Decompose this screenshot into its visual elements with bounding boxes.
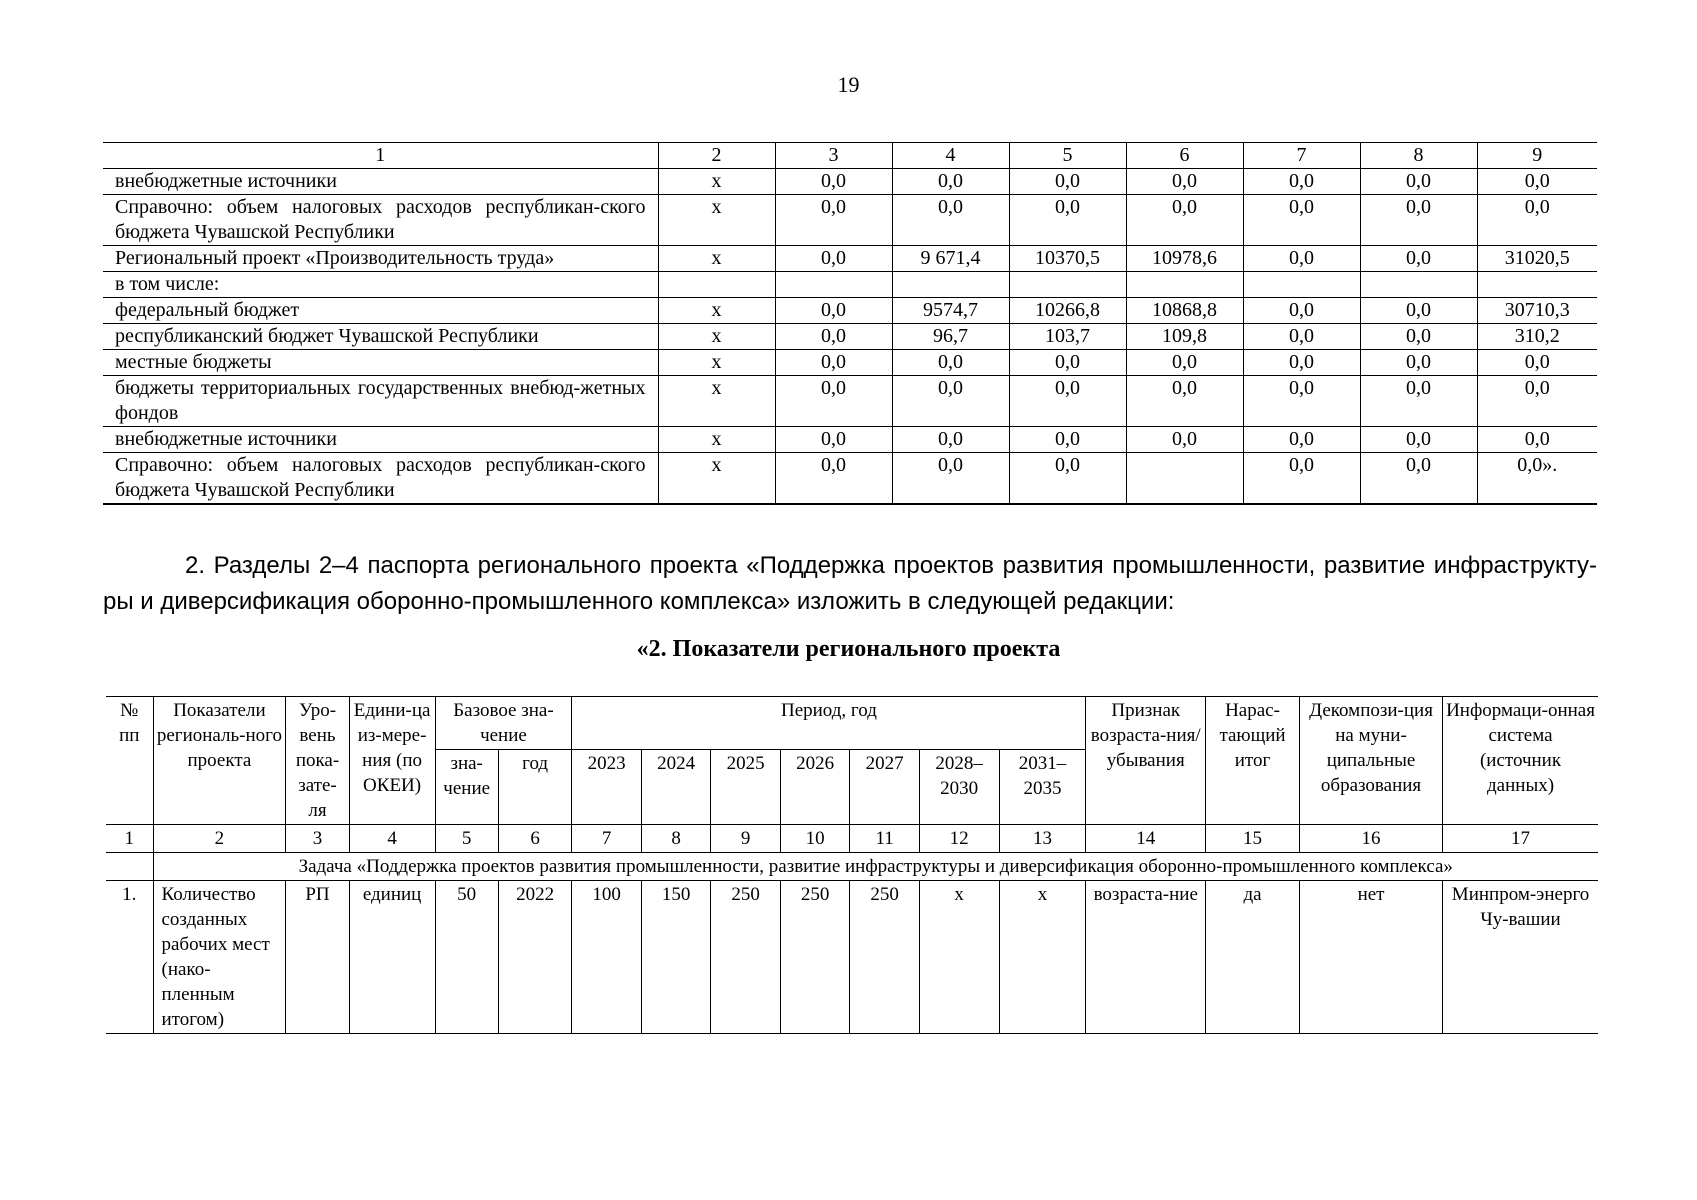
column-number: 6: [1126, 143, 1243, 169]
row-value: 31020,5: [1477, 246, 1597, 272]
row-value: 0,0: [1477, 376, 1597, 427]
row-label: Региональный проект «Производительность труда»: [103, 246, 658, 272]
row-value: 0,0: [892, 350, 1009, 376]
table-row: [103, 324, 1597, 350]
row-year-value: 250: [850, 881, 919, 1034]
year-header: 2024: [641, 750, 710, 825]
row-value: 0,0: [1009, 427, 1126, 453]
row-year-value: 100: [572, 881, 641, 1034]
row-value: 0,0: [1243, 350, 1360, 376]
row-label: республиканский бюджет Чувашской Республики: [103, 324, 658, 350]
column-number: 7: [1243, 143, 1360, 169]
row-value: 0,0: [892, 195, 1009, 246]
row-value: [658, 272, 775, 298]
row-value: 0,0: [1126, 376, 1243, 427]
column-number: 8: [1360, 143, 1477, 169]
column-number: 5: [435, 825, 498, 853]
year-header: 2023: [572, 750, 641, 825]
col-sign-header: Признак возраста-ния/ убывания: [1086, 697, 1206, 825]
row-value: 0,0: [775, 169, 892, 195]
row-value: 0,0: [1360, 169, 1477, 195]
row-base-year: 2022: [498, 881, 572, 1034]
row-label: внебюджетные источники: [103, 427, 658, 453]
row-value: 0,0: [1009, 453, 1126, 505]
row-year-value: 150: [641, 881, 710, 1034]
row-value: [1477, 272, 1597, 298]
col-decomp-header: Декомпози-ция на муни-ципальные образования: [1300, 697, 1443, 825]
row-value: 9 671,4: [892, 246, 1009, 272]
row-value: 310,2: [1477, 324, 1597, 350]
row-value: [1009, 272, 1126, 298]
row-value: 0,0: [1126, 427, 1243, 453]
row-value: [1126, 453, 1243, 505]
year-header: 2025: [711, 750, 780, 825]
row-value: x: [658, 427, 775, 453]
column-number: 8: [641, 825, 710, 853]
row-label: федеральный бюджет: [103, 298, 658, 324]
col-infosys-header: Информаци-онная система (источник данных): [1443, 697, 1598, 825]
row-value: 0,0: [1360, 427, 1477, 453]
column-numbers-row: [106, 825, 1598, 853]
row-value: 0,0: [1360, 350, 1477, 376]
header-row-1: [106, 697, 1598, 750]
column-number: 1: [103, 143, 658, 169]
col-unit-header: Едини-ца из-мере-ния (по ОКЕИ): [349, 697, 435, 825]
column-number: 13: [999, 825, 1086, 853]
row-label: внебюджетные источники: [103, 169, 658, 195]
row-value: 0,0: [1243, 324, 1360, 350]
row-value: x: [658, 169, 775, 195]
column-number: 9: [1477, 143, 1597, 169]
row-value: 0,0: [1009, 350, 1126, 376]
table-row: [103, 169, 1597, 195]
row-value: 0,0: [1477, 427, 1597, 453]
row-value: 30710,3: [1477, 298, 1597, 324]
year-header: 2031–2035: [999, 750, 1086, 825]
column-number: 17: [1443, 825, 1598, 853]
row-num: 1.: [106, 881, 153, 1034]
col-indicator-header: Показатели региональ-ного проекта: [153, 697, 286, 825]
row-value: 0,0: [1243, 246, 1360, 272]
row-value: 0,0: [1360, 453, 1477, 505]
row-value: 9574,7: [892, 298, 1009, 324]
row-value: x: [658, 453, 775, 505]
table-row: [106, 881, 1598, 1034]
row-value: 10266,8: [1009, 298, 1126, 324]
row-value: 0,0: [775, 246, 892, 272]
column-number: 10: [780, 825, 849, 853]
row-value: 10370,5: [1009, 246, 1126, 272]
column-number: 14: [1086, 825, 1206, 853]
row-value: 109,8: [1126, 324, 1243, 350]
col-base-value-header: зна-чение: [435, 750, 498, 825]
row-value: x: [658, 376, 775, 427]
row-value: 0,0».: [1477, 453, 1597, 505]
row-label: Справочно: объем налоговых расходов республикан-ского бюджета Чувашской Республики: [103, 453, 658, 505]
table-row: [103, 195, 1597, 246]
column-number: 16: [1300, 825, 1443, 853]
row-value: [892, 272, 1009, 298]
table-row: [103, 453, 1597, 505]
column-number: 12: [919, 825, 999, 853]
col-base-year-header: год: [498, 750, 572, 825]
table-row: [103, 272, 1597, 298]
column-number: 3: [775, 143, 892, 169]
row-year-value: x: [919, 881, 999, 1034]
row-year-value: x: [999, 881, 1086, 1034]
row-value: x: [658, 246, 775, 272]
row-value: 96,7: [892, 324, 1009, 350]
column-number: 11: [850, 825, 919, 853]
row-value: 0,0: [1477, 195, 1597, 246]
row-value: 0,0: [1360, 324, 1477, 350]
row-value: 0,0: [1360, 195, 1477, 246]
row-value: 103,7: [1009, 324, 1126, 350]
column-number: 5: [1009, 143, 1126, 169]
column-number: 15: [1206, 825, 1300, 853]
row-value: 10868,8: [1126, 298, 1243, 324]
task-row: [106, 853, 1598, 881]
row-value: 0,0: [1243, 376, 1360, 427]
row-value: 0,0: [1243, 195, 1360, 246]
row-label: бюджеты территориальных государственных внебюд-жетных фондов: [103, 376, 658, 427]
row-year-value: 250: [711, 881, 780, 1034]
col-period-header: Период, год: [572, 697, 1086, 750]
row-value: 0,0: [892, 169, 1009, 195]
row-value: 0,0: [775, 324, 892, 350]
year-header: 2027: [850, 750, 919, 825]
column-number: 2: [153, 825, 286, 853]
col-level-header: Уро-вень пока-зате-ля: [286, 697, 349, 825]
row-value: 0,0: [1009, 169, 1126, 195]
row-value: 0,0: [1243, 169, 1360, 195]
row-infosys: Минпром-энерго Чу-вашии: [1443, 881, 1598, 1034]
table-row: [103, 427, 1597, 453]
row-value: 0,0: [1243, 427, 1360, 453]
row-value: 0,0: [1360, 246, 1477, 272]
row-value: 0,0: [892, 453, 1009, 505]
column-number: 3: [286, 825, 349, 853]
instruction-paragraph: 2. Разделы 2–4 паспорта регионального проекта «Поддержка проектов развития промышленности, развитие инфраструкту-ры и диверсификация оборонно-промышленного комплекса» изложить в следующей редакции:: [103, 552, 1597, 615]
table-row: [103, 246, 1597, 272]
table-row: [103, 298, 1597, 324]
row-cumulative: да: [1206, 881, 1300, 1034]
row-value: 10978,6: [1126, 246, 1243, 272]
column-number: 2: [658, 143, 775, 169]
row-sign: возраста-ние: [1086, 881, 1206, 1034]
funding-table: [103, 142, 1597, 505]
indicators-table: [106, 696, 1598, 1034]
row-value: 0,0: [1009, 376, 1126, 427]
task-title: Задача «Поддержка проектов развития промышленности, развитие инфраструктуры и диверсификация оборонно-промышленного комплекса»: [153, 853, 1598, 881]
row-value: 0,0: [775, 298, 892, 324]
row-value: 0,0: [1360, 376, 1477, 427]
row-value: 0,0: [1243, 298, 1360, 324]
row-value: 0,0: [1126, 350, 1243, 376]
row-label: в том числе:: [103, 272, 658, 298]
col-base-header: Базовое зна-чение: [435, 697, 572, 750]
table-row: [103, 376, 1597, 427]
row-indicator: Количество созданных рабочих мест (нако-пленным итогом): [153, 881, 286, 1034]
row-value: 0,0: [775, 453, 892, 505]
row-value: 0,0: [775, 427, 892, 453]
row-base-value: 50: [435, 881, 498, 1034]
row-label: местные бюджеты: [103, 350, 658, 376]
column-number: 1: [106, 825, 153, 853]
column-number: 4: [892, 143, 1009, 169]
row-value: x: [658, 298, 775, 324]
page-number: 19: [837, 72, 860, 97]
section-title: «2. Показатели регионального проекта: [636, 636, 1061, 662]
row-value: 0,0: [775, 350, 892, 376]
year-header: 2026: [780, 750, 849, 825]
row-value: 0,0: [1009, 195, 1126, 246]
row-value: 0,0: [1243, 453, 1360, 505]
row-value: 0,0: [1126, 195, 1243, 246]
column-number: 4: [349, 825, 435, 853]
column-number: 9: [711, 825, 780, 853]
row-unit: единиц: [349, 881, 435, 1034]
column-number: 6: [498, 825, 572, 853]
row-value: 0,0: [1126, 169, 1243, 195]
row-value: [1360, 272, 1477, 298]
row-level: РП: [286, 881, 349, 1034]
row-decomp: нет: [1300, 881, 1443, 1034]
row-value: 0,0: [775, 195, 892, 246]
col-cumulative-header: Нарас-тающий итог: [1206, 697, 1300, 825]
row-value: 0,0: [892, 427, 1009, 453]
header-row: [103, 143, 1597, 169]
col-num-header: № пп: [106, 697, 153, 825]
row-value: 0,0: [1477, 169, 1597, 195]
row-value: 0,0: [1477, 350, 1597, 376]
row-value: [775, 272, 892, 298]
row-label: Справочно: объем налоговых расходов республикан-ского бюджета Чувашской Республики: [103, 195, 658, 246]
row-value: [1243, 272, 1360, 298]
year-header: 2028–2030: [919, 750, 999, 825]
column-number: 7: [572, 825, 641, 853]
row-value: 0,0: [1360, 298, 1477, 324]
row-value: 0,0: [775, 376, 892, 427]
table-row: [103, 350, 1597, 376]
row-value: [1126, 272, 1243, 298]
row-value: x: [658, 350, 775, 376]
row-value: 0,0: [892, 376, 1009, 427]
row-value: x: [658, 324, 775, 350]
row-value: x: [658, 195, 775, 246]
row-year-value: 250: [780, 881, 849, 1034]
